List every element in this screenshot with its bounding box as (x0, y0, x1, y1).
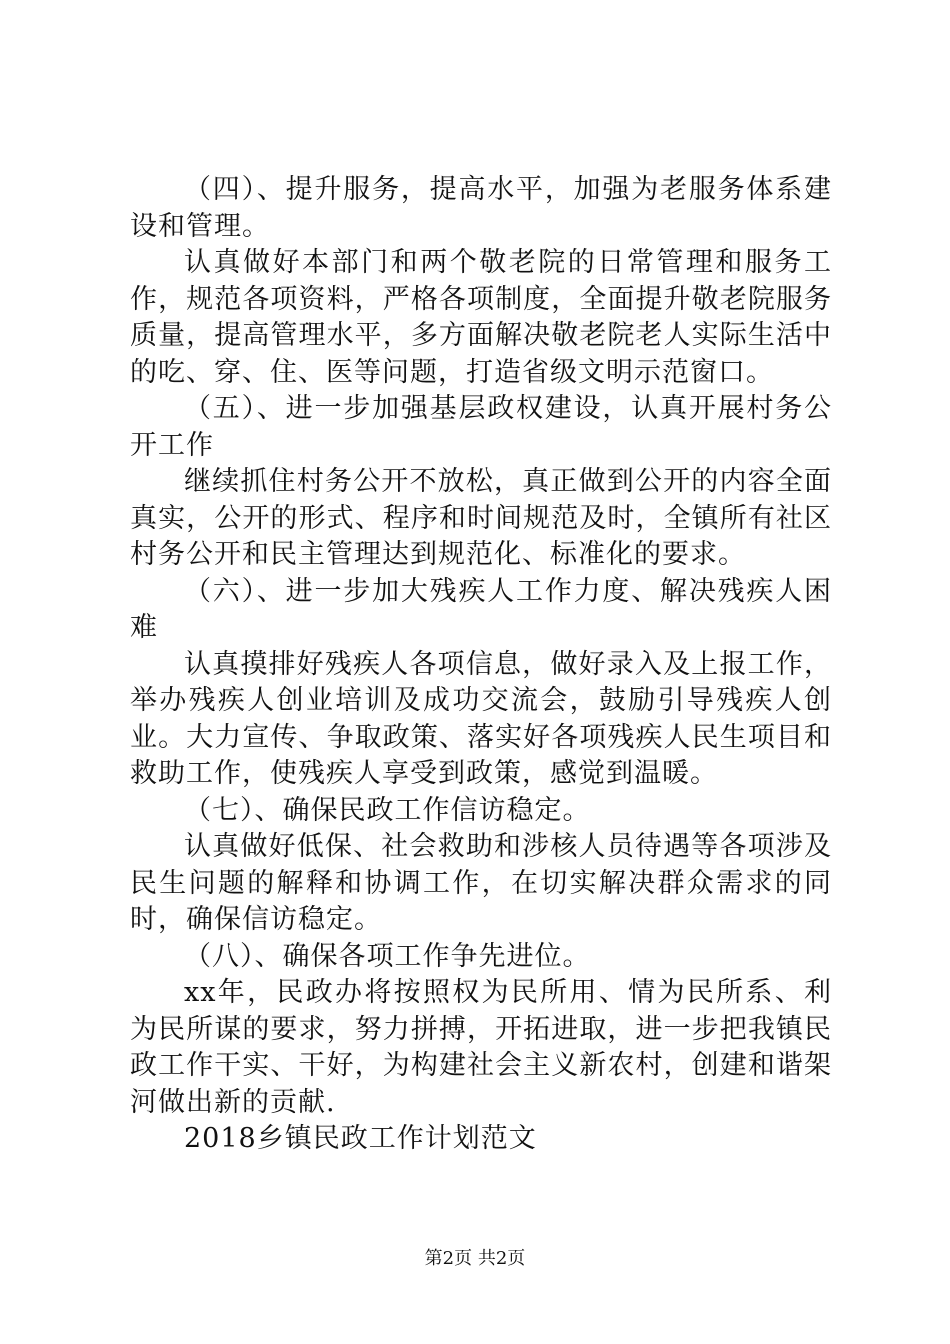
heading-section-4: （四）、提升服务，提高水平，加强为老服务体系建设和管理。 (130, 174, 832, 242)
page-number-footer: 第2页 共2页 (424, 1248, 526, 1269)
heading-section-5: （五）、进一步加强基层政权建设，认真开展村务公开工作 (130, 393, 832, 461)
document-title-line: 2018乡镇民政工作计划范文 (184, 1123, 537, 1154)
paragraph-section-5-body: 继续抓住村务公开不放松，真正做到公开的内容全面真实，公开的形式、程序和时间规范及时，全镇所有社区村务公开和民主管理达到规范化、标准化的要求。 (130, 466, 832, 570)
heading-section-6: （六）、进一步加大残疾人工作力度、解决残疾人困难 (130, 575, 832, 643)
document-body (130, 172, 832, 1158)
paragraph-section-6-body: 认真摸排好残疾人各项信息，做好录入及上报工作，举办残疾人创业培训及成功交流会，鼓励引导残疾人创业。大力宣传、争取政策、落实好各项残疾人民生项目和救助工作，使残疾人享受到政策，感觉到温暖。 (130, 648, 832, 789)
paragraph-section-7-body: 认真做好低保、社会救助和涉核人员待遇等各项涉及民生问题的解释和协调工作，在切实解决群众需求的同时，确保信访稳定。 (130, 831, 832, 935)
heading-section-8: （八）、确保各项工作争先进位。 (184, 940, 591, 972)
paragraph-section-4-body: 认真做好本部门和两个敬老院的日常管理和服务工作，规范各项资料，严格各项制度，全面提升敬老院服务质量，提高管理水平，多方面解决敬老院老人实际生活中的吃、穿、住、医等问题，打造省级文明示范窗口。 (130, 247, 832, 388)
heading-section-7: （七）、确保民政工作信访稳定。 (184, 794, 591, 826)
paragraph-conclusion: xx年，民政办将按照权为民所用、情为民所系、利为民所谋的要求，努力拼搏，开拓进取，进一步把我镇民政工作干实、干好，为构建社会主义新农村，创建和谐架河做出新的贡献. (130, 977, 832, 1118)
